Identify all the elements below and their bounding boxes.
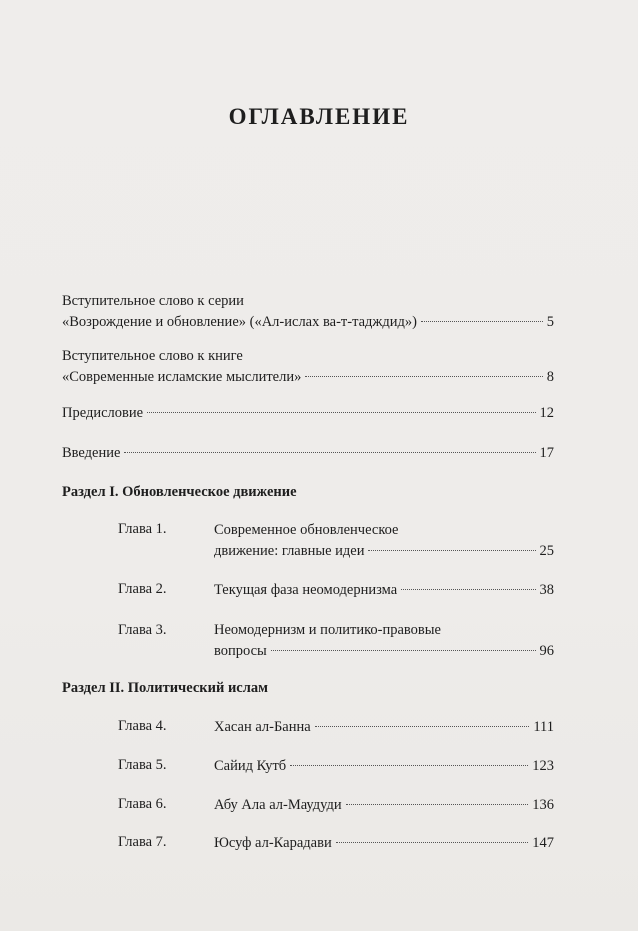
chapter-title (214, 795, 554, 816)
chapter-title (214, 620, 554, 662)
dot-leader (421, 321, 543, 322)
page-title: ОГЛАВЛЕНИЕ (228, 104, 410, 129)
toc-entry-preface (62, 403, 554, 424)
chapter-line: Хасан ал-Банна (214, 719, 311, 735)
dot-leader (401, 589, 535, 590)
chapter-title (214, 756, 554, 777)
chapter-line: Современное обновленческое (214, 522, 399, 538)
page-number: 17 (539, 445, 554, 461)
chapter-title (214, 580, 554, 601)
chapter-label: Глава 1. (118, 521, 167, 537)
entry-line: «Возрождение и обновление» («Ал-ислах ва-т-тадждид») (62, 314, 418, 330)
page-number: 38 (539, 582, 554, 598)
page-number: 25 (539, 543, 554, 559)
section-title: Раздел I. Обновленческое движение (62, 484, 297, 500)
entry-line: «Современные исламские мыслители» (62, 369, 302, 385)
chapter-line: Юсуф ал-Карадави (214, 835, 332, 851)
chapter-label: Глава 6. (118, 796, 167, 812)
chapter-label: Глава 7. (118, 834, 167, 850)
page-number: 96 (539, 643, 554, 659)
page-number: 123 (532, 758, 554, 774)
chapter-label: Глава 5. (118, 757, 167, 773)
dot-leader (315, 726, 530, 727)
entry-line: Предисловие (62, 405, 144, 421)
entry-line: Вступительное слово к серии (62, 293, 244, 309)
dot-leader (336, 842, 529, 843)
chapter-title (214, 717, 554, 738)
toc-entry-series-foreword (62, 291, 554, 333)
chapter-title (214, 833, 554, 854)
toc-entry-book-foreword (62, 346, 554, 388)
page-number: 12 (539, 405, 554, 421)
dot-leader (305, 376, 542, 377)
dot-leader (147, 412, 535, 413)
chapter-line: Абу Ала ал-Маудуди (214, 797, 342, 813)
entry-line: Введение (62, 445, 121, 461)
page-number: 111 (533, 719, 554, 735)
toc-entry-introduction (62, 443, 554, 464)
chapter-line: Неомодернизм и политико-правовые (214, 622, 441, 638)
chapter-title (214, 520, 554, 562)
chapter-label: Глава 3. (118, 622, 167, 638)
page-number: 147 (532, 835, 554, 851)
dot-leader (271, 650, 536, 651)
chapter-line: движение: главные идеи (214, 543, 365, 559)
dot-leader (290, 765, 528, 766)
chapter-label: Глава 2. (118, 581, 167, 597)
page-number: 8 (546, 369, 554, 385)
page-number: 136 (532, 797, 554, 813)
entry-line: Вступительное слово к книге (62, 348, 243, 364)
dot-leader (368, 550, 535, 551)
chapter-line: Сайид Кутб (214, 758, 287, 774)
dot-leader (124, 452, 535, 453)
page-number: 5 (546, 314, 554, 330)
chapter-line: вопросы (214, 643, 267, 659)
chapter-line: Текущая фаза неомодернизма (214, 582, 398, 598)
dot-leader (346, 804, 529, 805)
section-title: Раздел II. Политический ислам (62, 680, 269, 696)
chapter-label: Глава 4. (118, 718, 167, 734)
